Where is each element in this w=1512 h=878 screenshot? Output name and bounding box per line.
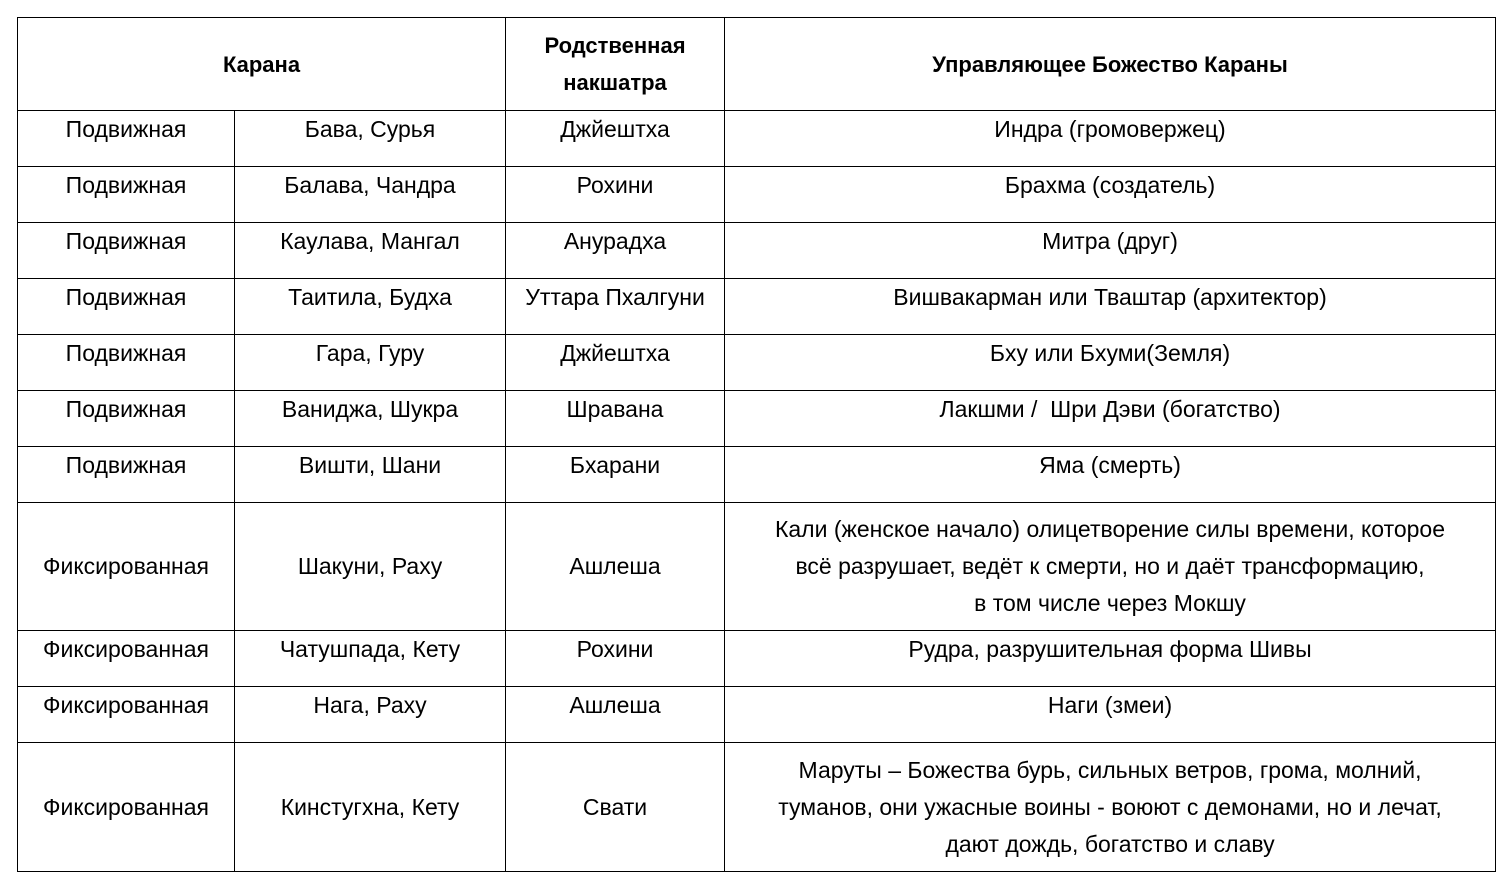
deity-line: дают дождь, богатство и славу: [945, 830, 1275, 857]
table-row: [18, 743, 1496, 872]
header-karana: Карана: [18, 18, 506, 111]
karana-type-cell: Подвижная: [18, 167, 235, 223]
karana-type-cell: Подвижная: [18, 447, 235, 503]
deity-line: в том числе через Мокшу: [974, 590, 1246, 616]
deity-cell: Индра (громовержец): [725, 111, 1496, 167]
karana-name-cell: Гара, Гуру: [235, 335, 506, 391]
table-row: [18, 503, 1496, 631]
deity-cell: [725, 743, 1496, 872]
nakshatra-cell: Джйештха: [506, 111, 725, 167]
header-deity: Управляющее Божество Караны: [725, 18, 1496, 111]
karana-name-cell: Вишти, Шани: [235, 447, 506, 503]
deity-line: туманов, они ужасные воины - воюют с демонами, но и лечат,: [778, 793, 1442, 820]
karana-type-cell: Подвижная: [18, 223, 235, 279]
deity-line: Кали (женское начало) олицетворение силы времени, которое: [774, 516, 1446, 542]
deity-cell: Вишвакарман или Тваштар (архитектор): [725, 279, 1496, 335]
karana-name-cell: Каулава, Мангал: [235, 223, 506, 279]
deity-cell: Митра (друг): [725, 223, 1496, 279]
header-nakshatra: Родственная накшатра: [506, 18, 725, 111]
karana-name-cell: Чатушпада, Кету: [235, 631, 506, 687]
deity-line: Маруты – Божества бурь, сильных ветров, грома, молний,: [798, 756, 1422, 783]
karana-name-cell: Бава, Сурья: [235, 111, 506, 167]
table-row: [18, 447, 1496, 503]
karana-type-cell: Фиксированная: [18, 743, 235, 872]
nakshatra-cell: Шравана: [506, 391, 725, 447]
nakshatra-cell: Бхарани: [506, 447, 725, 503]
karana-type-cell: Подвижная: [18, 111, 235, 167]
table-row: [18, 687, 1496, 743]
karana-name-cell: Балава, Чандра: [235, 167, 506, 223]
nakshatra-cell: Рохини: [506, 631, 725, 687]
karana-type-cell: Фиксированная: [18, 631, 235, 687]
nakshatra-cell: Анурадха: [506, 223, 725, 279]
deity-cell: Лакшми / Шри Дэви (богатство): [725, 391, 1496, 447]
deity-cell: Рудра, разрушительная форма Шивы: [725, 631, 1496, 687]
table-row: [18, 391, 1496, 447]
karana-type-cell: Подвижная: [18, 391, 235, 447]
header-row: [18, 18, 1496, 111]
table-row: [18, 335, 1496, 391]
table-row: [18, 631, 1496, 687]
karana-name-cell: Таитила, Будха: [235, 279, 506, 335]
karana-name-cell: Ваниджа, Шукра: [235, 391, 506, 447]
nakshatra-cell: Уттара Пхалгуни: [506, 279, 725, 335]
table-row: [18, 223, 1496, 279]
table-row: [18, 279, 1496, 335]
karana-name-cell: Нага, Раху: [235, 687, 506, 743]
nakshatra-cell: Ашлеша: [506, 687, 725, 743]
nakshatra-cell: Джйештха: [506, 335, 725, 391]
deity-cell: [725, 503, 1496, 631]
deity-line: всё разрушает, ведёт к смерти, но и даёт трансформацию,: [795, 553, 1425, 579]
karana-type-cell: Подвижная: [18, 279, 235, 335]
karana-name-cell: Кинстугхна, Кету: [235, 743, 506, 872]
deity-cell: Наги (змеи): [725, 687, 1496, 743]
deity-cell: Бху или Бхуми(Земля): [725, 335, 1496, 391]
karana-type-cell: Фиксированная: [18, 503, 235, 631]
table-row: [18, 167, 1496, 223]
karana-name-cell: Шакуни, Раху: [235, 503, 506, 631]
table-row: [18, 111, 1496, 167]
table-body: [18, 111, 1496, 872]
karana-type-cell: Подвижная: [18, 335, 235, 391]
nakshatra-cell: Ашлеша: [506, 503, 725, 631]
nakshatra-cell: Свати: [506, 743, 725, 872]
nakshatra-cell: Рохини: [506, 167, 725, 223]
deity-cell: Яма (смерть): [725, 447, 1496, 503]
karana-table: [17, 17, 1496, 872]
karana-type-cell: Фиксированная: [18, 687, 235, 743]
deity-cell: Брахма (создатель): [725, 167, 1496, 223]
